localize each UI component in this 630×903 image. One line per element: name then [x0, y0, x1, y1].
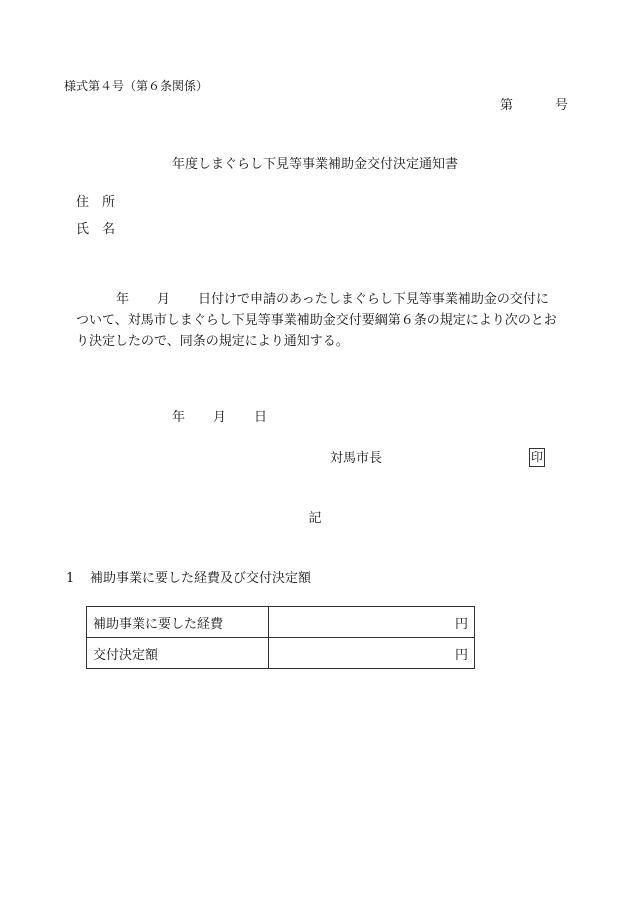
- table-row: [87, 638, 475, 669]
- table-cell-label: 交付決定額: [87, 638, 269, 669]
- address-label-char-1: 住: [76, 195, 90, 210]
- name-label: [76, 222, 115, 238]
- name-label-char-2: 名: [102, 222, 116, 237]
- date-month: 月: [213, 410, 227, 425]
- table-cell-value: 円: [269, 638, 475, 669]
- issuer-title: 対馬市長: [330, 451, 383, 466]
- section-heading: [66, 571, 311, 587]
- body-line-2: ついて、対馬市しまぐらし下見等事業補助金交付要綱第６条の規定により次のとお: [76, 313, 557, 328]
- address-label-char-2: 所: [102, 195, 116, 210]
- section-number: 1: [66, 571, 75, 586]
- body-month: 月: [157, 292, 171, 307]
- issue-date: [172, 410, 267, 426]
- body-paragraph: [76, 289, 596, 352]
- form-number: 様式第４号（第６条関係）: [64, 79, 209, 93]
- table-cell-value: 円: [269, 607, 475, 638]
- body-line-1-rest: 日付けで申請のあったしまぐらし下見等事業補助金の交付に: [198, 292, 549, 307]
- body-line-3: り決定したので、同条の規定により通知する。: [76, 334, 349, 349]
- table-row: [87, 607, 475, 638]
- body-year: 年: [116, 292, 130, 307]
- date-day: 日: [254, 410, 268, 425]
- doc-number-prefix: 第: [500, 98, 514, 113]
- doc-number-suffix: 号: [555, 98, 569, 113]
- address-label: [76, 195, 115, 211]
- date-year: 年: [172, 410, 186, 425]
- section-title: 補助事業に要した経費及び交付決定額: [90, 571, 312, 586]
- cost-table: [86, 606, 475, 669]
- ki-heading: 記: [308, 511, 322, 526]
- name-label-char-1: 氏: [76, 222, 90, 237]
- table-cell-label: 補助事業に要した経費: [87, 607, 269, 638]
- seal-mark: 印: [529, 448, 545, 467]
- document-title: 年度しまぐらし下見等事業補助金交付決定通知書: [171, 157, 458, 172]
- body-line-1: [76, 289, 596, 310]
